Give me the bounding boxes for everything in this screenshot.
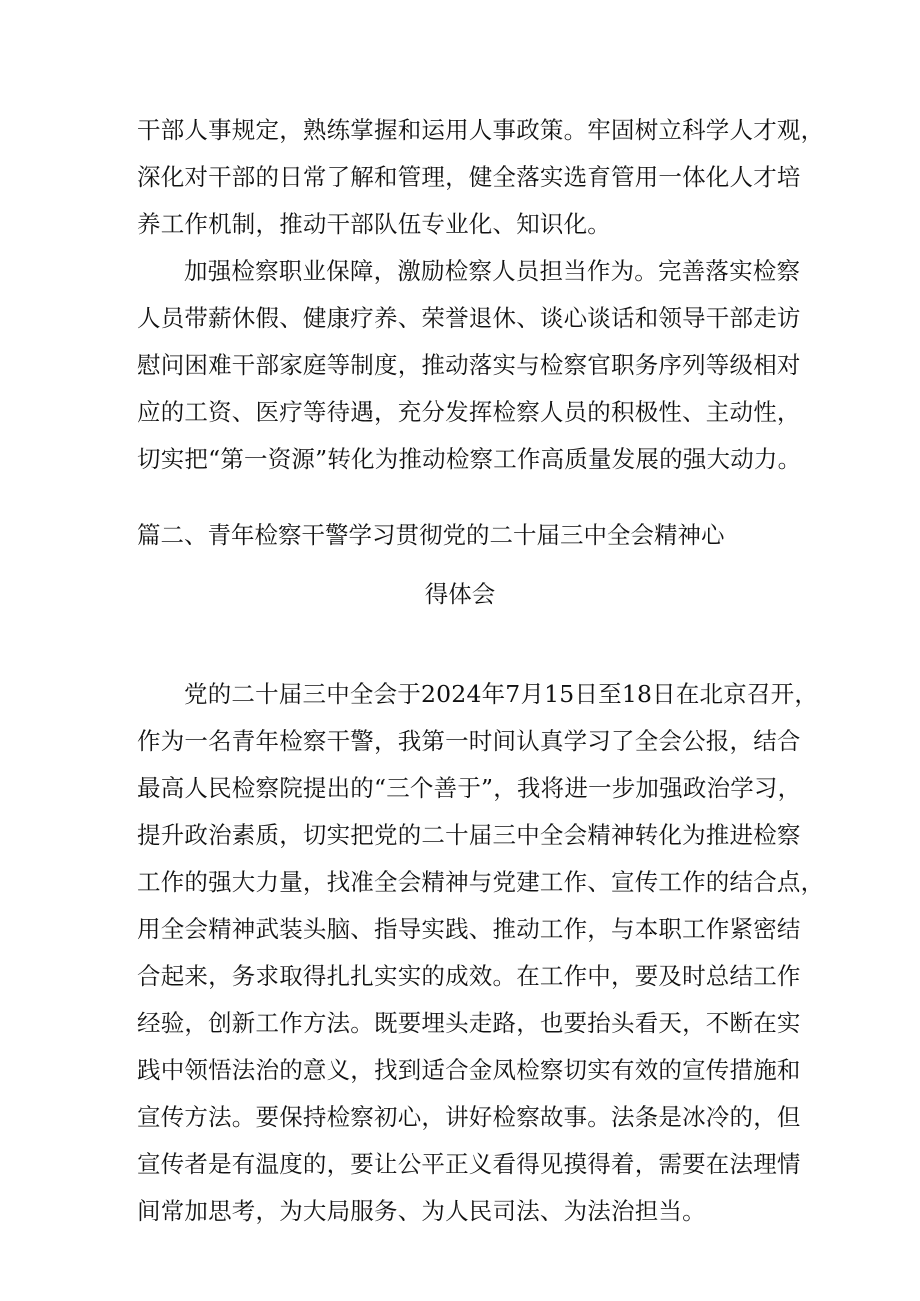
paragraph-1-line-3: 养工作机制，推动干部队伍专业化、知识化。 — [137, 210, 611, 238]
paragraph-3-line-7: 合起来，务求取得扎扎实实的成效。在工作中，要及时总结工作 — [137, 962, 801, 990]
paragraph-3-line-9: 践中领悟法治的意义，找到适合金凤检察切实有效的宣传措施和 — [137, 1056, 801, 1084]
paragraph-3-line-12: 间常加思考，为大局服务、为人民司法、为法治担当。 — [137, 1197, 706, 1225]
paragraph-3-line-5: 工作的强大力量，找准全会精神与党建工作、宣传工作的结合点， — [137, 868, 825, 896]
paragraph-1-line-2: 深化对干部的日常了解和管理，健全落实选育管用一体化人才培 — [137, 163, 801, 191]
section-title-line-1: 篇二、青年检察干警学习贯彻党的二十届三中全会精神心 — [137, 521, 725, 549]
paragraph-2-line-3: 慰问困难干部家庭等制度，推动落实与检察官职务序列等级相对 — [137, 351, 801, 379]
paragraph-3-line-4: 提升政治素质，切实把党的二十届三中全会精神转化为推进检察 — [137, 821, 801, 849]
paragraph-3-line-11: 宣传者是有温度的，要让公平正义看得见摸得着，需要在法理情 — [137, 1150, 801, 1178]
paragraph-3-line-6: 用全会精神武装头脑、指导实践、推动工作，与本职工作紧密结 — [137, 915, 801, 943]
paragraph-1-line-1: 干部人事规定，熟练掌握和运用人事政策。牢固树立科学人才观， — [137, 116, 825, 144]
paragraph-3-line-3: 最高人民检察院提出的“三个善于”，我将进一步加强政治学习， — [137, 774, 802, 802]
paragraph-3-line-1: 党的二十届三中全会于2024年7月15日至18日在北京召开， — [184, 680, 819, 708]
paragraph-2-line-1: 加强检察职业保障，激励检察人员担当作为。完善落实检察 — [184, 257, 801, 285]
paragraph-2-line-4: 应的工资、医疗等待遇，充分发挥检察人员的积极性、主动性， — [137, 398, 801, 426]
paragraph-3-line-10: 宣传方法。要保持检察初心，讲好检察故事。法条是冰冷的，但 — [137, 1103, 801, 1131]
paragraph-3-line-2: 作为一名青年检察干警，我第一时间认真学习了全会公报，结合 — [137, 727, 801, 755]
paragraph-3-line-8: 经验，创新工作方法。既要埋头走路，也要抬头看天，不断在实 — [137, 1009, 801, 1037]
section-title-line-2: 得体会 — [424, 580, 496, 608]
paragraph-2-line-5: 切实把“第一资源”转化为推动检察工作高质量发展的强大动力。 — [137, 445, 802, 473]
paragraph-2-line-2: 人员带薪休假、健康疗养、荣誉退休、谈心谈话和领导干部走访 — [137, 304, 801, 332]
